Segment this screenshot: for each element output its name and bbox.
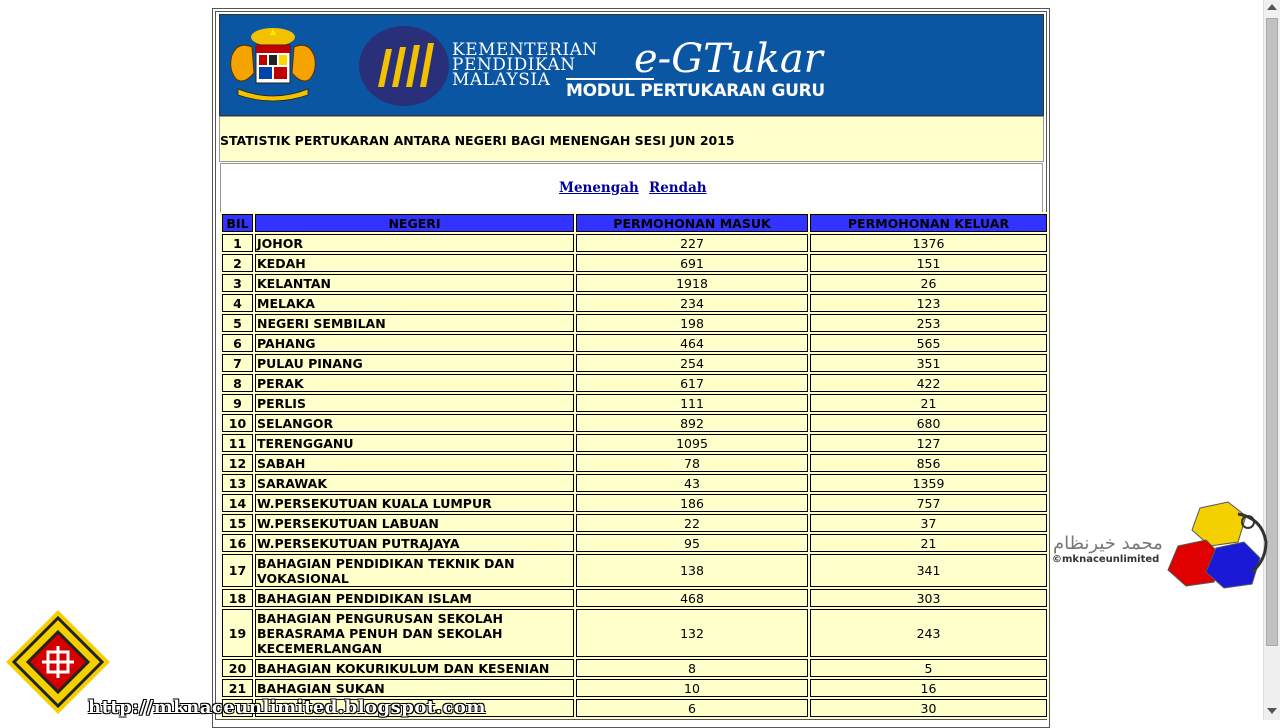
table-row (222, 354, 1047, 372)
table-row (222, 554, 1047, 587)
row-permohonan-keluar: 1376 (810, 234, 1047, 252)
row-permohonan-masuk: 468 (576, 589, 808, 607)
row-bil: 5 (222, 314, 253, 332)
row-bil: 8 (222, 374, 253, 392)
row-bil: 3 (222, 274, 253, 292)
header-banner (219, 14, 1044, 116)
table-row (222, 234, 1047, 252)
row-negeri: W.PERSEKUTUAN PUTRAJAYA (255, 534, 574, 552)
page-title-bar (219, 116, 1044, 162)
table-row (222, 494, 1047, 512)
row-bil: 11 (222, 434, 253, 452)
menengah-link[interactable]: Menengah (559, 180, 639, 196)
header-permohonan-keluar: PERMOHONAN KELUAR (810, 214, 1047, 232)
row-negeri: W.PERSEKUTUAN LABUAN (255, 514, 574, 532)
table-row (222, 394, 1047, 412)
header-bil: BIL (222, 214, 253, 232)
row-permohonan-keluar: 565 (810, 334, 1047, 352)
row-permohonan-keluar: 253 (810, 314, 1047, 332)
table-header-row (222, 214, 1047, 232)
table-row (222, 374, 1047, 392)
table-row (222, 679, 1047, 697)
row-permohonan-keluar: 422 (810, 374, 1047, 392)
row-permohonan-keluar: 37 (810, 514, 1047, 532)
row-permohonan-masuk: 1918 (576, 274, 808, 292)
row-permohonan-masuk: 254 (576, 354, 808, 372)
row-bil: 10 (222, 414, 253, 432)
row-permohonan-masuk: 1095 (576, 434, 808, 452)
row-bil: 16 (222, 534, 253, 552)
row-bil: 1 (222, 234, 253, 252)
row-permohonan-masuk: 198 (576, 314, 808, 332)
scroll-down-arrow-icon[interactable] (1267, 708, 1277, 714)
watermark-url: http://mknaceunlimited.blogspot.com (88, 697, 486, 718)
kpm-line-1: KEMENTERIAN (452, 40, 598, 60)
table-row (222, 454, 1047, 472)
table-row (222, 659, 1047, 677)
row-permohonan-masuk: 10 (576, 679, 808, 697)
level-switch-bar (220, 163, 1043, 213)
row-negeri: PERLIS (255, 394, 574, 412)
row-permohonan-masuk: 464 (576, 334, 808, 352)
kpm-line-2: PENDIDIKAN (452, 55, 576, 75)
row-bil: 20 (222, 659, 253, 677)
page-title: STATISTIK PERTUKARAN ANTARA NEGERI BAGI MENENGAH SESI JUN 2015 (220, 133, 735, 148)
row-negeri: BAHAGIAN PENGURUSAN SEKOLAH BERASRAMA PENUH DAN SEKOLAH KECEMERLANGAN (255, 609, 574, 657)
row-permohonan-keluar: 1359 (810, 474, 1047, 492)
row-permohonan-masuk: 8 (576, 659, 808, 677)
table-row (222, 414, 1047, 432)
row-permohonan-masuk: 617 (576, 374, 808, 392)
watermark-arabic-name: محمد خيرنظام (1053, 533, 1163, 554)
row-permohonan-keluar: 21 (810, 394, 1047, 412)
row-negeri: SELANGOR (255, 414, 574, 432)
row-negeri: MELAKA (255, 294, 574, 312)
row-permohonan-masuk: 138 (576, 554, 808, 587)
row-permohonan-keluar: 5 (810, 659, 1047, 677)
row-bil: 14 (222, 494, 253, 512)
table-body (222, 234, 1047, 717)
table-row (222, 609, 1047, 657)
row-permohonan-keluar: 30 (810, 699, 1047, 717)
row-negeri: PULAU PINANG (255, 354, 574, 372)
row-negeri: TERENGGANU (255, 434, 574, 452)
row-permohonan-masuk: 186 (576, 494, 808, 512)
row-negeri: SABAH (255, 454, 574, 472)
row-bil: 21 (222, 679, 253, 697)
row-permohonan-keluar: 123 (810, 294, 1047, 312)
row-bil: 12 (222, 454, 253, 472)
table-row (222, 294, 1047, 312)
row-negeri: JOHOR (255, 234, 574, 252)
row-permohonan-keluar: 303 (810, 589, 1047, 607)
row-bil: 4 (222, 294, 253, 312)
table-row (222, 314, 1047, 332)
row-permohonan-keluar: 26 (810, 274, 1047, 292)
row-negeri: BAHAGIAN KOKURIKULUM DAN KESENIAN (255, 659, 574, 677)
row-negeri: BAHAGIAN SUKAN (255, 679, 574, 697)
header-permohonan-masuk: PERMOHONAN MASUK (576, 214, 808, 232)
row-permohonan-masuk: 78 (576, 454, 808, 472)
malaysia-coat-of-arms-icon (226, 25, 320, 105)
row-bil: 6 (222, 334, 253, 352)
row-bil: 18 (222, 589, 253, 607)
row-permohonan-keluar: 151 (810, 254, 1047, 272)
kpm-logo-icon (358, 25, 450, 107)
row-permohonan-masuk: 6 (576, 699, 808, 717)
row-bil: 2 (222, 254, 253, 272)
table-row (222, 534, 1047, 552)
row-permohonan-keluar: 127 (810, 434, 1047, 452)
row-negeri: W.PERSEKUTUAN KUALA LUMPUR (255, 494, 574, 512)
row-bil: 9 (222, 394, 253, 412)
table-row (222, 254, 1047, 272)
table-row (222, 514, 1047, 532)
row-permohonan-keluar: 341 (810, 554, 1047, 587)
row-permohonan-keluar: 856 (810, 454, 1047, 472)
row-permohonan-masuk: 95 (576, 534, 808, 552)
table-row (222, 589, 1047, 607)
row-permohonan-masuk: 22 (576, 514, 808, 532)
row-permohonan-keluar: 757 (810, 494, 1047, 512)
row-negeri: KEDAH (255, 254, 574, 272)
rendah-link[interactable]: Rendah (649, 180, 707, 196)
brand-subtitle: MODUL PERTUKARAN GURU (566, 81, 825, 101)
row-permohonan-keluar: 21 (810, 534, 1047, 552)
row-permohonan-keluar: 16 (810, 679, 1047, 697)
table-row (222, 274, 1047, 292)
table-row (222, 434, 1047, 452)
row-negeri: BAHAGIAN PENDIDIKAN ISLAM (255, 589, 574, 607)
row-permohonan-masuk: 227 (576, 234, 808, 252)
row-bil: 13 (222, 474, 253, 492)
row-bil: 17 (222, 554, 253, 587)
row-bil: 7 (222, 354, 253, 372)
row-negeri: SARAWAK (255, 474, 574, 492)
row-permohonan-masuk: 691 (576, 254, 808, 272)
table-row (222, 474, 1047, 492)
row-negeri: PERAK (255, 374, 574, 392)
row-permohonan-masuk: 43 (576, 474, 808, 492)
row-permohonan-keluar: 243 (810, 609, 1047, 657)
row-negeri: BAHAGIAN PENDIDIKAN TEKNIK DAN VOKASIONAL (255, 554, 574, 587)
row-permohonan-keluar: 351 (810, 354, 1047, 372)
row-permohonan-masuk: 892 (576, 414, 808, 432)
row-permohonan-masuk: 111 (576, 394, 808, 412)
statistics-table (220, 212, 1049, 719)
row-bil: 15 (222, 514, 253, 532)
table-row (222, 334, 1047, 352)
header-negeri: NEGERI (255, 214, 574, 232)
row-permohonan-masuk: 132 (576, 609, 808, 657)
row-negeri: KELANTAN (255, 274, 574, 292)
row-negeri: PAHANG (255, 334, 574, 352)
watermark-handle: ©mknaceunlimited (1052, 554, 1160, 565)
row-negeri: NEGERI SEMBILAN (255, 314, 574, 332)
row-permohonan-masuk: 234 (576, 294, 808, 312)
kpm-line-3: MALAYSIA (452, 70, 551, 90)
row-bil: 19 (222, 609, 253, 657)
vertical-scrollbar[interactable] (1263, 0, 1280, 720)
row-permohonan-keluar: 680 (810, 414, 1047, 432)
scroll-up-arrow-icon[interactable] (1267, 4, 1277, 10)
brand-name: e-GTukar (634, 36, 823, 82)
